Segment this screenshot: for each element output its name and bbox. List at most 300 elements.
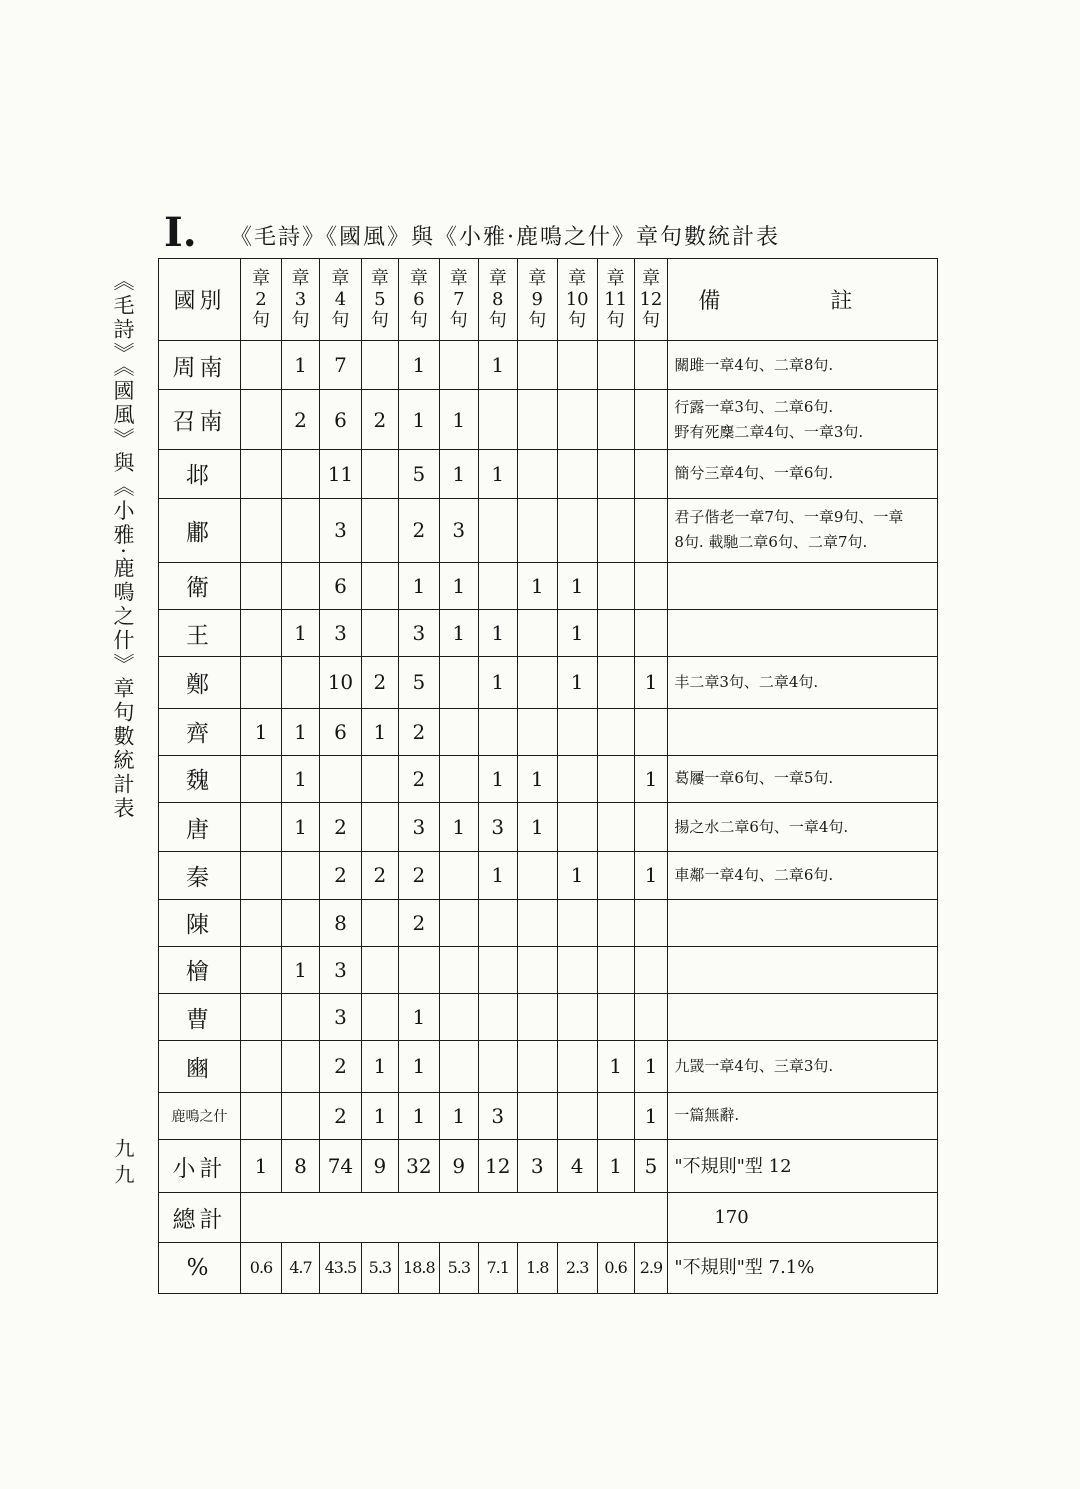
state-name: 衛 (159, 562, 241, 609)
value-cell (241, 852, 282, 899)
column-header-top: 章 (370, 268, 389, 289)
value-cell (557, 341, 597, 390)
value-cell: 1 (398, 1092, 439, 1139)
value-cell (517, 341, 557, 390)
value-cell: 1 (634, 1092, 668, 1139)
value-cell (597, 390, 634, 450)
value-cell (634, 899, 668, 946)
column-header-3-lines (282, 259, 320, 341)
remark-cell (668, 499, 938, 563)
value-cell: 1 (282, 946, 320, 993)
table-body (159, 341, 938, 1294)
value-cell: 2 (361, 657, 398, 708)
value-cell: 1 (398, 1041, 439, 1092)
column-header-bottom: 句 (370, 310, 389, 331)
value-cell (241, 390, 282, 450)
value-cell: 1 (439, 562, 478, 609)
value-cell (557, 449, 597, 498)
value-cell: 7 (319, 341, 361, 390)
value-cell (517, 449, 557, 498)
value-cell (478, 708, 517, 755)
value-cell (241, 994, 282, 1041)
value-cell: 1 (439, 390, 478, 450)
value-cell (282, 994, 320, 1041)
value-cell (439, 708, 478, 755)
value-cell (282, 657, 320, 708)
remark-line: 關雎一章4句、二章8句. (674, 355, 834, 374)
column-header-bottom: 句 (409, 310, 428, 331)
column-header-top: 章 (568, 268, 587, 289)
column-header-9-lines (517, 259, 557, 341)
value-cell: 1 (517, 755, 557, 802)
value-cell: 1 (439, 803, 478, 852)
value-cell: 1 (517, 803, 557, 852)
state-name: 周南 (159, 341, 241, 390)
remark-cell (668, 899, 938, 946)
value-cell: 1 (439, 1092, 478, 1139)
value-cell (241, 610, 282, 657)
value-cell: 2 (361, 852, 398, 899)
remark-cell (668, 1092, 938, 1139)
column-header-bottom: 句 (291, 310, 310, 331)
value-cell (597, 994, 634, 1041)
value-cell (478, 390, 517, 450)
column-header-bottom: 句 (331, 310, 350, 331)
value-cell (439, 657, 478, 708)
column-header-remarks (668, 259, 938, 341)
value-cell (634, 610, 668, 657)
column-header-bottom: 句 (606, 310, 625, 331)
value-cell (361, 994, 398, 1041)
value-cell (282, 562, 320, 609)
value-cell (282, 899, 320, 946)
remark-line: 野有死麇二章4句、一章3句. (674, 422, 864, 441)
value-cell: 5 (634, 1139, 668, 1192)
remark-cell (668, 390, 938, 450)
state-name: 秦 (159, 852, 241, 899)
remark-cell (668, 610, 938, 657)
value-cell (517, 499, 557, 563)
column-header-num: 11 (604, 289, 628, 310)
column-header-5-lines (361, 259, 398, 341)
value-cell (634, 449, 668, 498)
value-cell: 5 (398, 449, 439, 498)
value-cell: 3 (478, 803, 517, 852)
table-row (159, 610, 938, 657)
value-cell: 3 (398, 610, 439, 657)
value-cell: 0.6 (597, 1242, 634, 1293)
value-cell (634, 708, 668, 755)
value-cell (241, 341, 282, 390)
remark-cell (668, 657, 938, 708)
value-cell (241, 657, 282, 708)
table-row (159, 946, 938, 993)
value-cell (361, 946, 398, 993)
value-cell (517, 708, 557, 755)
column-header-top: 章 (606, 268, 625, 289)
value-cell (361, 803, 398, 852)
value-cell: 6 (319, 562, 361, 609)
value-cell: 1 (597, 1139, 634, 1192)
state-name: 齊 (159, 708, 241, 755)
value-cell: 5 (398, 657, 439, 708)
value-cell: 1 (557, 562, 597, 609)
value-cell: 2 (398, 852, 439, 899)
value-cell (557, 994, 597, 1041)
table-row (159, 994, 938, 1041)
value-cell (597, 610, 634, 657)
remark-cell (668, 562, 938, 609)
column-header-bottom: 句 (568, 310, 587, 331)
state-name: 豳 (159, 1041, 241, 1092)
remark-line: 簡兮三章4句、一章6句. (674, 464, 834, 483)
value-cell (517, 1041, 557, 1092)
column-header-top: 章 (409, 268, 428, 289)
value-cell: 5.3 (439, 1242, 478, 1293)
value-cell: 1 (439, 449, 478, 498)
column-header-top: 章 (488, 268, 507, 289)
remark-line: 九罭一章4句、三章3句. (674, 1056, 834, 1075)
value-cell: 2 (319, 1041, 361, 1092)
column-header-bottom: 句 (528, 310, 547, 331)
value-cell: 3 (439, 499, 478, 563)
table-row (159, 449, 938, 498)
value-cell (597, 562, 634, 609)
value-cell (439, 1041, 478, 1092)
remark-cell (668, 341, 938, 390)
table-row (159, 755, 938, 802)
value-cell: 1 (478, 610, 517, 657)
value-cell (597, 803, 634, 852)
remark-header-left: 備 (698, 289, 721, 314)
value-cell: 0.6 (241, 1242, 282, 1293)
value-cell: 2 (319, 852, 361, 899)
value-cell: 2 (398, 499, 439, 563)
column-header-2-lines (241, 259, 282, 341)
column-header-4-lines (319, 259, 361, 341)
remark-cell (668, 803, 938, 852)
value-cell (517, 1092, 557, 1139)
value-cell (439, 755, 478, 802)
value-cell (634, 803, 668, 852)
value-cell (282, 1041, 320, 1092)
column-header-bottom: 句 (641, 310, 660, 331)
value-cell: 6 (319, 708, 361, 755)
table-row (159, 499, 938, 563)
value-cell: 2.3 (557, 1242, 597, 1293)
value-cell: 1 (478, 852, 517, 899)
value-cell: 2 (398, 755, 439, 802)
state-name: 魏 (159, 755, 241, 802)
value-cell (241, 562, 282, 609)
value-cell (241, 803, 282, 852)
remark-cell (668, 755, 938, 802)
value-cell: 1 (282, 708, 320, 755)
column-header-10-lines (557, 259, 597, 341)
value-cell (478, 499, 517, 563)
value-cell: 3 (517, 1139, 557, 1192)
remark-header-right: 註 (830, 289, 853, 314)
column-header-bottom: 句 (252, 310, 270, 331)
table-row (159, 390, 938, 450)
value-cell (478, 946, 517, 993)
value-cell: 1 (557, 657, 597, 708)
value-cell (597, 499, 634, 563)
value-cell: 1 (398, 562, 439, 609)
value-cell: 3 (319, 946, 361, 993)
value-cell: 2 (398, 708, 439, 755)
value-cell (398, 946, 439, 993)
remark-line: 一篇無辭. (674, 1106, 740, 1125)
value-cell: 2.9 (634, 1242, 668, 1293)
value-cell: 1 (478, 657, 517, 708)
value-cell (478, 899, 517, 946)
value-cell (597, 852, 634, 899)
value-cell: 1 (241, 1139, 282, 1192)
value-cell (517, 994, 557, 1041)
value-cell (634, 499, 668, 563)
total-row (159, 1193, 938, 1242)
value-cell (241, 946, 282, 993)
column-header-num: 3 (294, 289, 307, 310)
value-cell (517, 899, 557, 946)
value-cell (361, 755, 398, 802)
column-header-num: 4 (334, 289, 347, 310)
value-cell (557, 499, 597, 563)
value-cell: 1 (634, 657, 668, 708)
remark-cell (668, 994, 938, 1041)
value-cell (597, 946, 634, 993)
state-name: 鹿鳴之什 (159, 1092, 241, 1139)
value-cell (241, 1092, 282, 1139)
remark-line: 8句. 載馳二章6句、二章7句. (674, 533, 868, 552)
remark-line: 丰二章3句、二章4句. (674, 672, 819, 691)
value-cell: 18.8 (398, 1242, 439, 1293)
value-cell (517, 657, 557, 708)
value-cell: 3 (319, 499, 361, 563)
value-cell (634, 562, 668, 609)
value-cell (361, 499, 398, 563)
total-label: 總計 (159, 1193, 241, 1242)
value-cell: 2 (319, 1092, 361, 1139)
remark-cell (668, 1041, 938, 1092)
value-cell: 2 (319, 803, 361, 852)
value-cell (478, 994, 517, 1041)
column-header-num: 5 (374, 289, 386, 310)
column-header-bottom: 句 (488, 310, 507, 331)
table-title-text: 《毛詩》《國風》與《小雅·鹿鳴之什》章句數統計表 (230, 225, 780, 250)
table-row (159, 657, 938, 708)
remark-line: 揚之水二章6句、一章4句. (674, 817, 849, 836)
value-cell (557, 946, 597, 993)
header-row (159, 259, 938, 341)
value-cell: 10 (319, 657, 361, 708)
value-cell: 1 (557, 852, 597, 899)
value-cell (478, 1041, 517, 1092)
column-header-top: 章 (641, 268, 660, 289)
column-header-num: 6 (413, 289, 425, 310)
value-cell: 9 (439, 1139, 478, 1192)
remark-line: 行露一章3句、二章6句. (674, 397, 834, 416)
side-running-title: 《毛詩》《國風》與《小雅·鹿鳴之什》章句數統計表 (111, 270, 135, 822)
percent-note: "不規則"型 7.1% (668, 1242, 938, 1293)
value-cell: 1 (361, 708, 398, 755)
remark-line: 車鄰一章4句、二章6句. (674, 865, 834, 884)
page-number: 九九 (111, 1138, 135, 1190)
value-cell: 1 (597, 1041, 634, 1092)
value-cell (517, 390, 557, 450)
value-cell: 3 (319, 610, 361, 657)
subtotal-note: "不規則"型 12 (668, 1139, 938, 1192)
value-cell: 11 (319, 449, 361, 498)
value-cell (557, 755, 597, 802)
value-cell (282, 1092, 320, 1139)
column-header-top: 章 (252, 268, 270, 289)
value-cell: 1 (282, 610, 320, 657)
value-cell: 3 (398, 803, 439, 852)
value-cell (597, 1092, 634, 1139)
value-cell: 1 (634, 852, 668, 899)
table-row (159, 341, 938, 390)
value-cell (634, 946, 668, 993)
value-cell (557, 1092, 597, 1139)
column-header-num: 12 (639, 289, 663, 310)
value-cell (597, 708, 634, 755)
state-name: 王 (159, 610, 241, 657)
value-cell: 4 (557, 1139, 597, 1192)
state-name: 曹 (159, 994, 241, 1041)
value-cell: 43.5 (319, 1242, 361, 1293)
column-header-top: 章 (291, 268, 310, 289)
value-cell (517, 610, 557, 657)
remark-cell (668, 708, 938, 755)
percent-row (159, 1242, 938, 1293)
remark-line: 君子偕老一章7句、一章9句、一章 (674, 508, 904, 527)
value-cell: 1 (478, 755, 517, 802)
state-name: 鄭 (159, 657, 241, 708)
value-cell (597, 755, 634, 802)
value-cell (241, 899, 282, 946)
value-cell: 7.1 (478, 1242, 517, 1293)
value-cell (319, 755, 361, 802)
value-cell: 1 (282, 341, 320, 390)
column-header-7-lines (439, 259, 478, 341)
table-number: I. (164, 209, 197, 256)
value-cell: 2 (398, 899, 439, 946)
column-header-num: 7 (453, 289, 465, 310)
value-cell (439, 899, 478, 946)
value-cell (282, 852, 320, 899)
value-cell: 3 (478, 1092, 517, 1139)
value-cell: 4.7 (282, 1242, 320, 1293)
state-name: 檜 (159, 946, 241, 993)
column-header-12-lines (634, 259, 668, 341)
column-header-num: 10 (565, 289, 589, 310)
value-cell (282, 449, 320, 498)
table-row (159, 852, 938, 899)
value-cell: 8 (319, 899, 361, 946)
column-header-top: 章 (331, 268, 350, 289)
value-cell (241, 1041, 282, 1092)
table-row (159, 1041, 938, 1092)
value-cell: 1 (517, 562, 557, 609)
value-cell (597, 341, 634, 390)
value-cell (439, 994, 478, 1041)
value-cell: 2 (282, 390, 320, 450)
value-cell (557, 803, 597, 852)
value-cell: 1.8 (517, 1242, 557, 1293)
value-cell: 1 (361, 1041, 398, 1092)
value-cell: 1 (282, 803, 320, 852)
total-value: 170 (668, 1193, 938, 1242)
value-cell: 1 (634, 1041, 668, 1092)
total-span-cell (241, 1193, 668, 1242)
value-cell (557, 390, 597, 450)
column-header-top: 章 (449, 268, 468, 289)
column-header-state: 國別 (159, 259, 241, 341)
value-cell: 2 (361, 390, 398, 450)
value-cell (439, 946, 478, 993)
column-header-num: 9 (531, 289, 543, 310)
state-name: 鄘 (159, 499, 241, 563)
value-cell: 1 (478, 449, 517, 498)
table-row (159, 562, 938, 609)
value-cell (361, 899, 398, 946)
value-cell (557, 708, 597, 755)
value-cell (557, 899, 597, 946)
value-cell: 1 (398, 341, 439, 390)
value-cell (241, 499, 282, 563)
value-cell (634, 994, 668, 1041)
value-cell (439, 341, 478, 390)
table-row (159, 899, 938, 946)
value-cell: 1 (439, 610, 478, 657)
value-cell: 1 (557, 610, 597, 657)
value-cell: 74 (319, 1139, 361, 1192)
value-cell: 9 (361, 1139, 398, 1192)
value-cell: 6 (319, 390, 361, 450)
remark-cell (668, 852, 938, 899)
value-cell: 8 (282, 1139, 320, 1192)
value-cell: 1 (361, 1092, 398, 1139)
remark-cell (668, 449, 938, 498)
statistics-table (158, 258, 938, 1294)
table-title (160, 209, 940, 256)
state-name: 邶 (159, 449, 241, 498)
value-cell (597, 657, 634, 708)
remark-cell (668, 946, 938, 993)
column-header-num: 2 (255, 289, 267, 310)
value-cell (439, 852, 478, 899)
subtotal-row (159, 1139, 938, 1192)
value-cell: 1 (398, 994, 439, 1041)
value-cell (478, 562, 517, 609)
value-cell (361, 341, 398, 390)
value-cell: 1 (634, 755, 668, 802)
value-cell (282, 499, 320, 563)
value-cell (557, 1041, 597, 1092)
value-cell: 1 (398, 390, 439, 450)
value-cell: 1 (478, 341, 517, 390)
value-cell: 32 (398, 1139, 439, 1192)
state-name: 召南 (159, 390, 241, 450)
column-header-bottom: 句 (449, 310, 468, 331)
subtotal-label: 小計 (159, 1139, 241, 1192)
value-cell (597, 899, 634, 946)
table-row (159, 1092, 938, 1139)
value-cell: 3 (319, 994, 361, 1041)
table-row (159, 803, 938, 852)
